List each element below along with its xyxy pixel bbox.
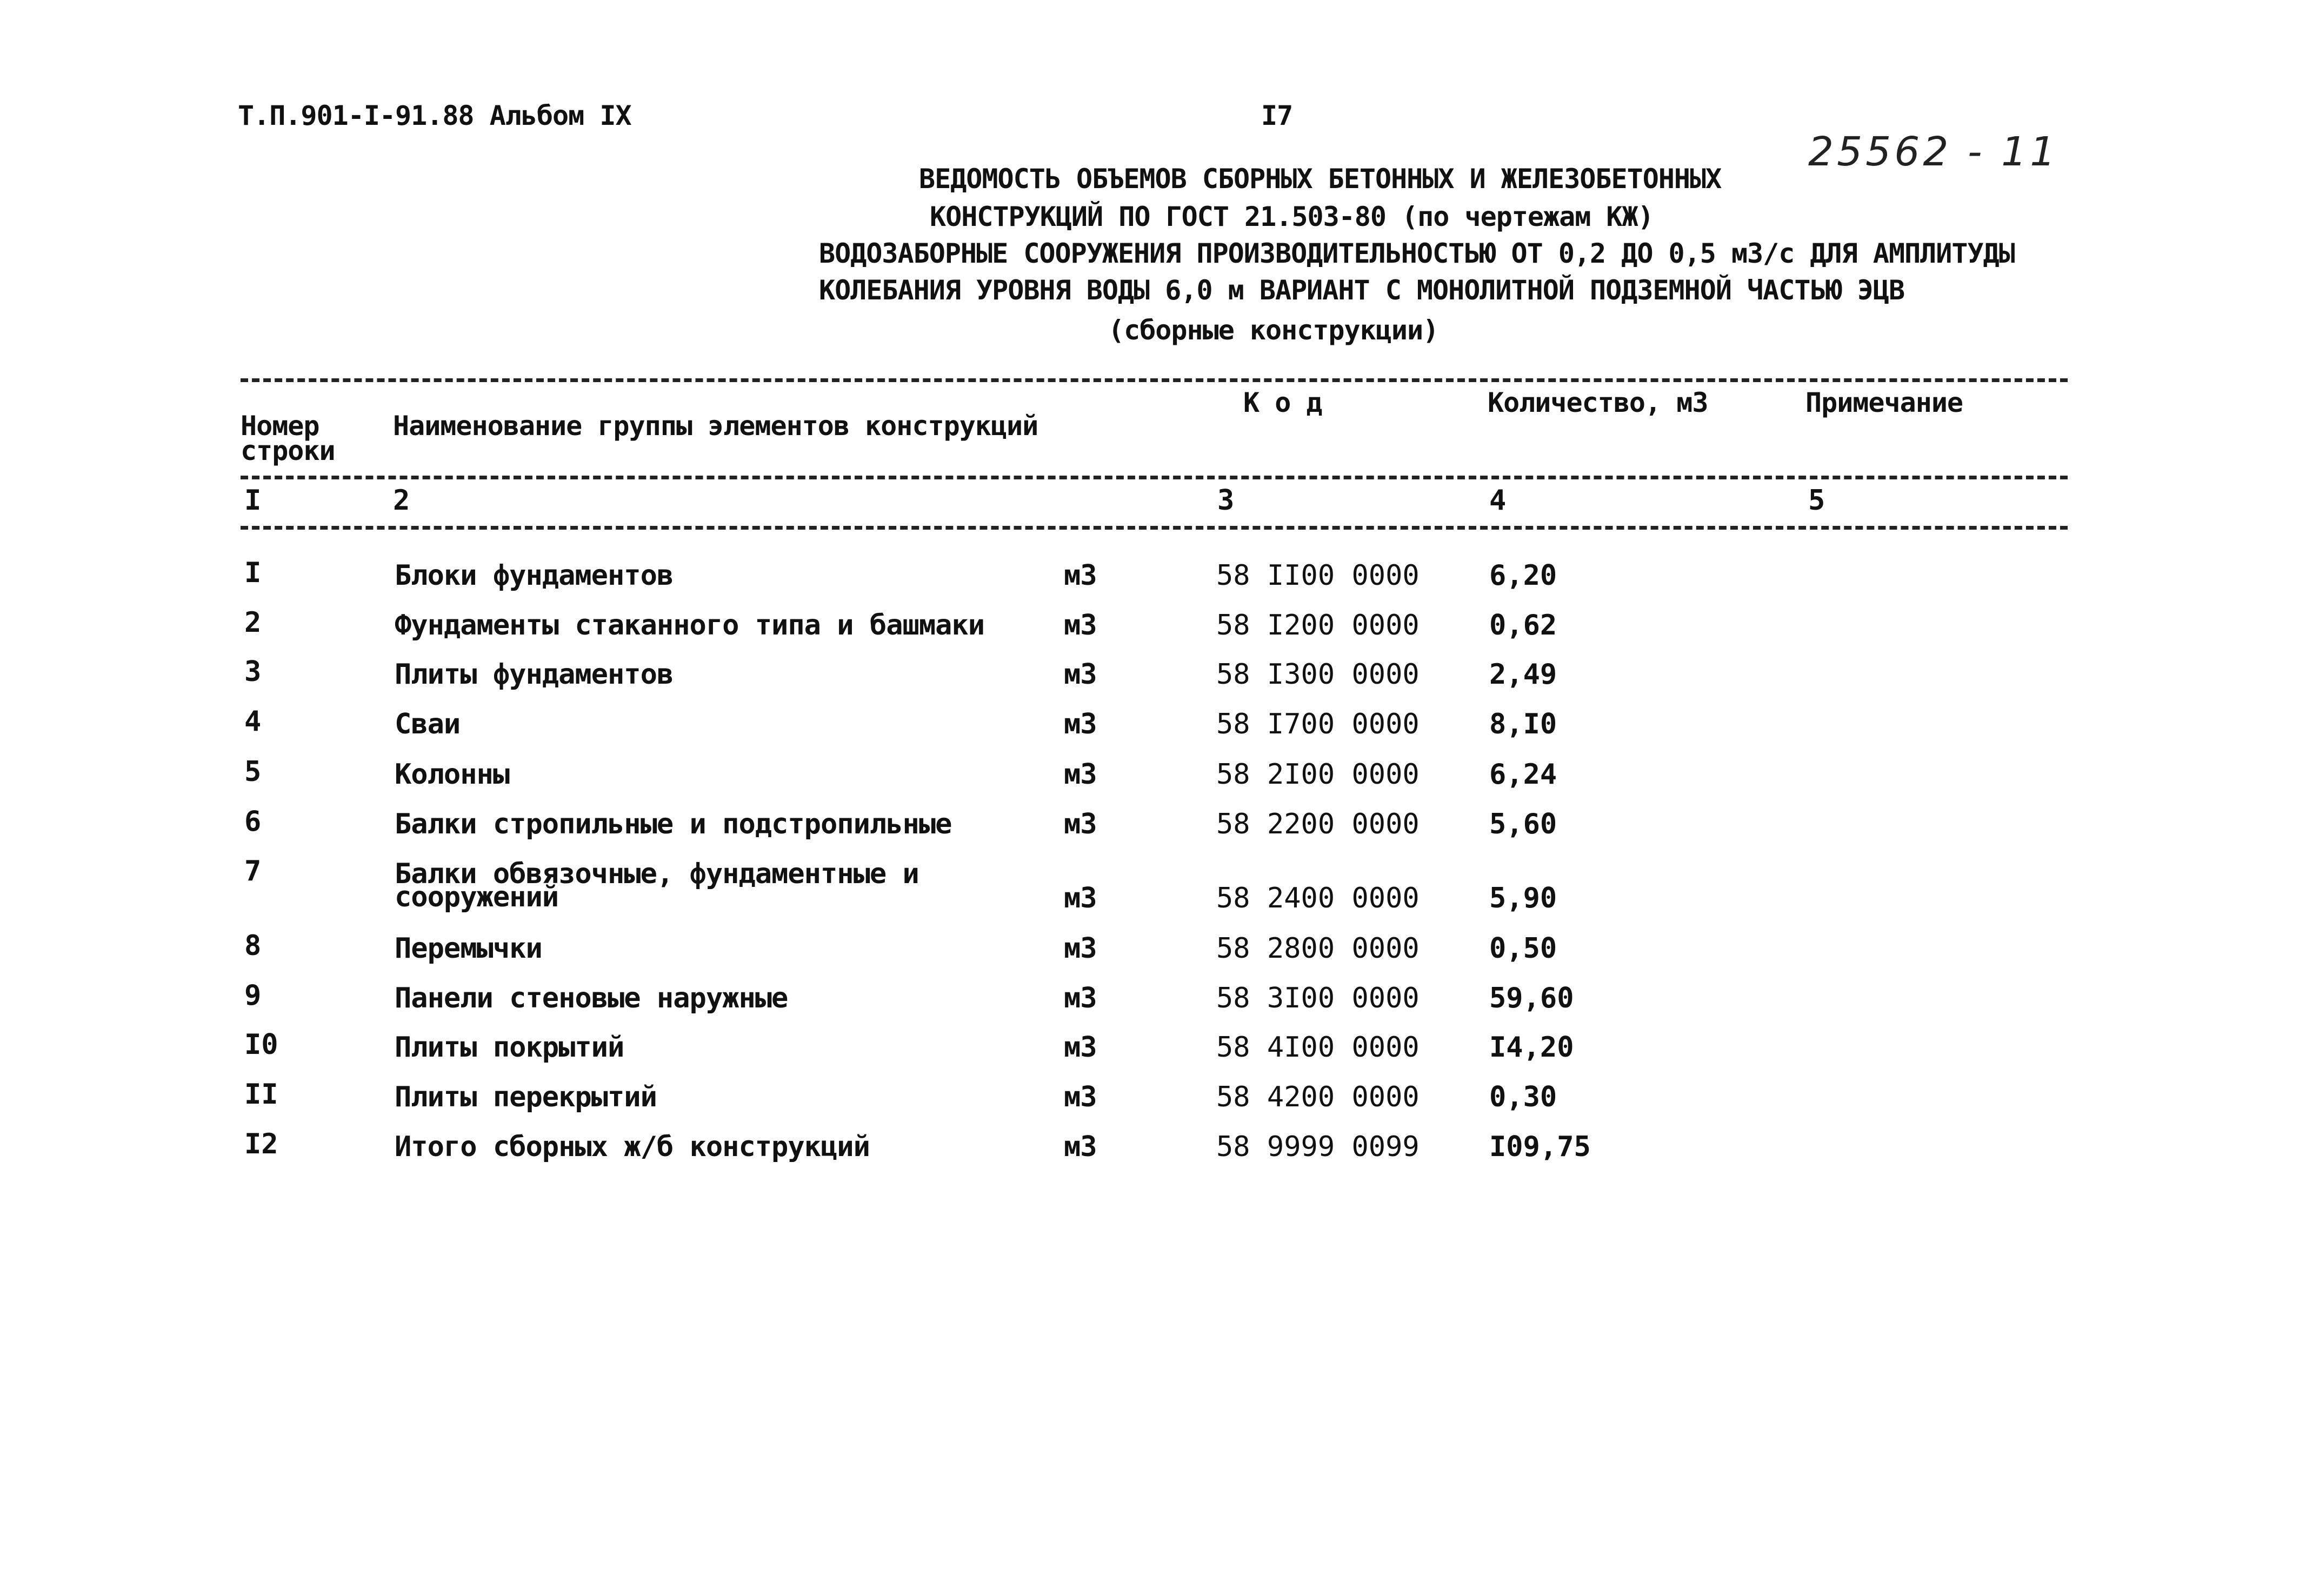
row-unit: м3 xyxy=(1064,658,1097,691)
row-unit: м3 xyxy=(1064,882,1097,914)
row-code: 58 I200 0000 xyxy=(1216,609,1420,642)
row-quantity: 6,20 xyxy=(1489,559,1557,592)
row-code: 58 I300 0000 xyxy=(1216,658,1420,691)
row-number: 8 xyxy=(244,930,262,962)
title-line-4: КОЛЕБАНИЯ УРОВНЯ ВОДЫ 6,0 м ВАРИАНТ С МОНОЛИТНОЙ ПОДЗЕМНОЙ ЧАСТЬЮ ЭЦВ xyxy=(819,275,1905,306)
row-name-continued: сооружений xyxy=(395,881,559,913)
header-rule xyxy=(241,476,2068,479)
document-reference: Т.П.901-I-91.88 Альбом IX xyxy=(238,100,631,131)
row-name: Балки стропильные и подстропильные xyxy=(395,808,952,840)
header-name: Наименование группы элементов конструкций xyxy=(393,410,1038,442)
table-top-rule xyxy=(241,378,2068,382)
row-code: 58 9999 0099 xyxy=(1216,1131,1420,1163)
row-code: 58 II00 0000 xyxy=(1216,559,1420,592)
title-line-2: КОНСТРУКЦИЙ ПО ГОСТ 21.503-80 (по чертежам КЖ) xyxy=(930,201,1654,232)
row-quantity: 59,60 xyxy=(1489,982,1574,1014)
row-name: Плиты покрытий xyxy=(395,1031,624,1064)
header-code: К о д xyxy=(1243,387,1322,418)
row-code: 58 3I00 0000 xyxy=(1216,982,1420,1014)
row-quantity: 6,24 xyxy=(1489,758,1557,791)
handwritten-number: 25562 - 11 xyxy=(1808,129,2059,175)
row-name: Панели стеновые наружные xyxy=(395,982,788,1014)
column-number-1: I xyxy=(244,484,261,517)
row-unit: м3 xyxy=(1064,609,1097,642)
row-quantity: I4,20 xyxy=(1489,1031,1574,1064)
row-quantity: 0,62 xyxy=(1489,609,1557,642)
title-line-3: ВОДОЗАБОРНЫЕ СООРУЖЕНИЯ ПРОИЗВОДИТЕЛЬНОСТЬЮ ОТ 0,2 ДО 0,5 м3/с ДЛЯ АМПЛИТУДЫ xyxy=(819,238,2015,269)
header-row-number-line1: Номер xyxy=(241,410,319,442)
title-line-1: ВЕДОМОСТЬ ОБЪЕМОВ СБОРНЫХ БЕТОННЫХ И ЖЕЛЕЗОБЕТОННЫХ xyxy=(919,163,1722,195)
row-quantity: 5,90 xyxy=(1489,882,1557,914)
row-code: 58 4I00 0000 xyxy=(1216,1031,1420,1064)
row-quantity: 5,60 xyxy=(1489,808,1557,840)
row-quantity: 8,I0 xyxy=(1489,708,1557,740)
row-unit: м3 xyxy=(1064,1081,1097,1113)
row-code: 58 2I00 0000 xyxy=(1216,758,1420,791)
row-number: 4 xyxy=(244,705,262,738)
header-note: Примечание xyxy=(1805,387,1963,418)
row-number: 5 xyxy=(244,756,262,788)
row-unit: м3 xyxy=(1064,1131,1097,1163)
row-unit: м3 xyxy=(1064,932,1097,965)
row-code: 58 4200 0000 xyxy=(1216,1081,1420,1113)
row-unit: м3 xyxy=(1064,559,1097,592)
row-unit: м3 xyxy=(1064,1031,1097,1064)
column-number-4: 4 xyxy=(1489,484,1506,517)
column-numbers-rule xyxy=(241,526,2068,530)
column-number-2: 2 xyxy=(393,484,410,517)
row-number: I xyxy=(244,557,262,589)
row-number: 9 xyxy=(244,979,262,1012)
row-unit: м3 xyxy=(1064,808,1097,840)
row-number: I2 xyxy=(244,1128,278,1160)
row-number: 2 xyxy=(244,606,262,639)
row-name: Блоки фундаментов xyxy=(395,559,674,592)
row-quantity: 0,50 xyxy=(1489,932,1557,965)
header-row-number-line2: строки xyxy=(241,435,335,466)
row-quantity: I09,75 xyxy=(1489,1131,1591,1163)
row-number: 6 xyxy=(244,805,262,838)
row-quantity: 2,49 xyxy=(1489,658,1557,691)
row-name: Фундаменты стаканного типа и башмаки xyxy=(395,609,985,642)
row-name: Итого сборных ж/б конструкций xyxy=(395,1131,870,1163)
column-number-5: 5 xyxy=(1808,484,1825,517)
row-unit: м3 xyxy=(1064,708,1097,740)
row-name: Балки обвязочные, фундаментные и xyxy=(395,858,919,890)
row-quantity: 0,30 xyxy=(1489,1081,1557,1113)
row-name: Перемычки xyxy=(395,932,542,965)
row-number: 7 xyxy=(244,855,262,887)
row-number: 3 xyxy=(244,656,262,688)
page-number: I7 xyxy=(1261,100,1293,131)
row-unit: м3 xyxy=(1064,758,1097,791)
row-number: II xyxy=(244,1078,278,1111)
column-number-3: 3 xyxy=(1217,484,1234,517)
row-unit: м3 xyxy=(1064,982,1097,1014)
row-code: 58 I700 0000 xyxy=(1216,708,1420,740)
row-name: Сваи xyxy=(395,708,461,740)
row-code: 58 2200 0000 xyxy=(1216,808,1420,840)
row-number: I0 xyxy=(244,1029,278,1061)
row-name: Плиты перекрытий xyxy=(395,1081,657,1113)
header-quantity: Количество, м3 xyxy=(1488,387,1708,418)
row-name: Плиты фундаментов xyxy=(395,658,674,691)
row-name: Колонны xyxy=(395,758,510,791)
header-row-number xyxy=(241,410,335,466)
row-code: 58 2400 0000 xyxy=(1216,882,1420,914)
row-code: 58 2800 0000 xyxy=(1216,932,1420,965)
title-line-5: (сборные конструкции) xyxy=(1108,315,1439,346)
